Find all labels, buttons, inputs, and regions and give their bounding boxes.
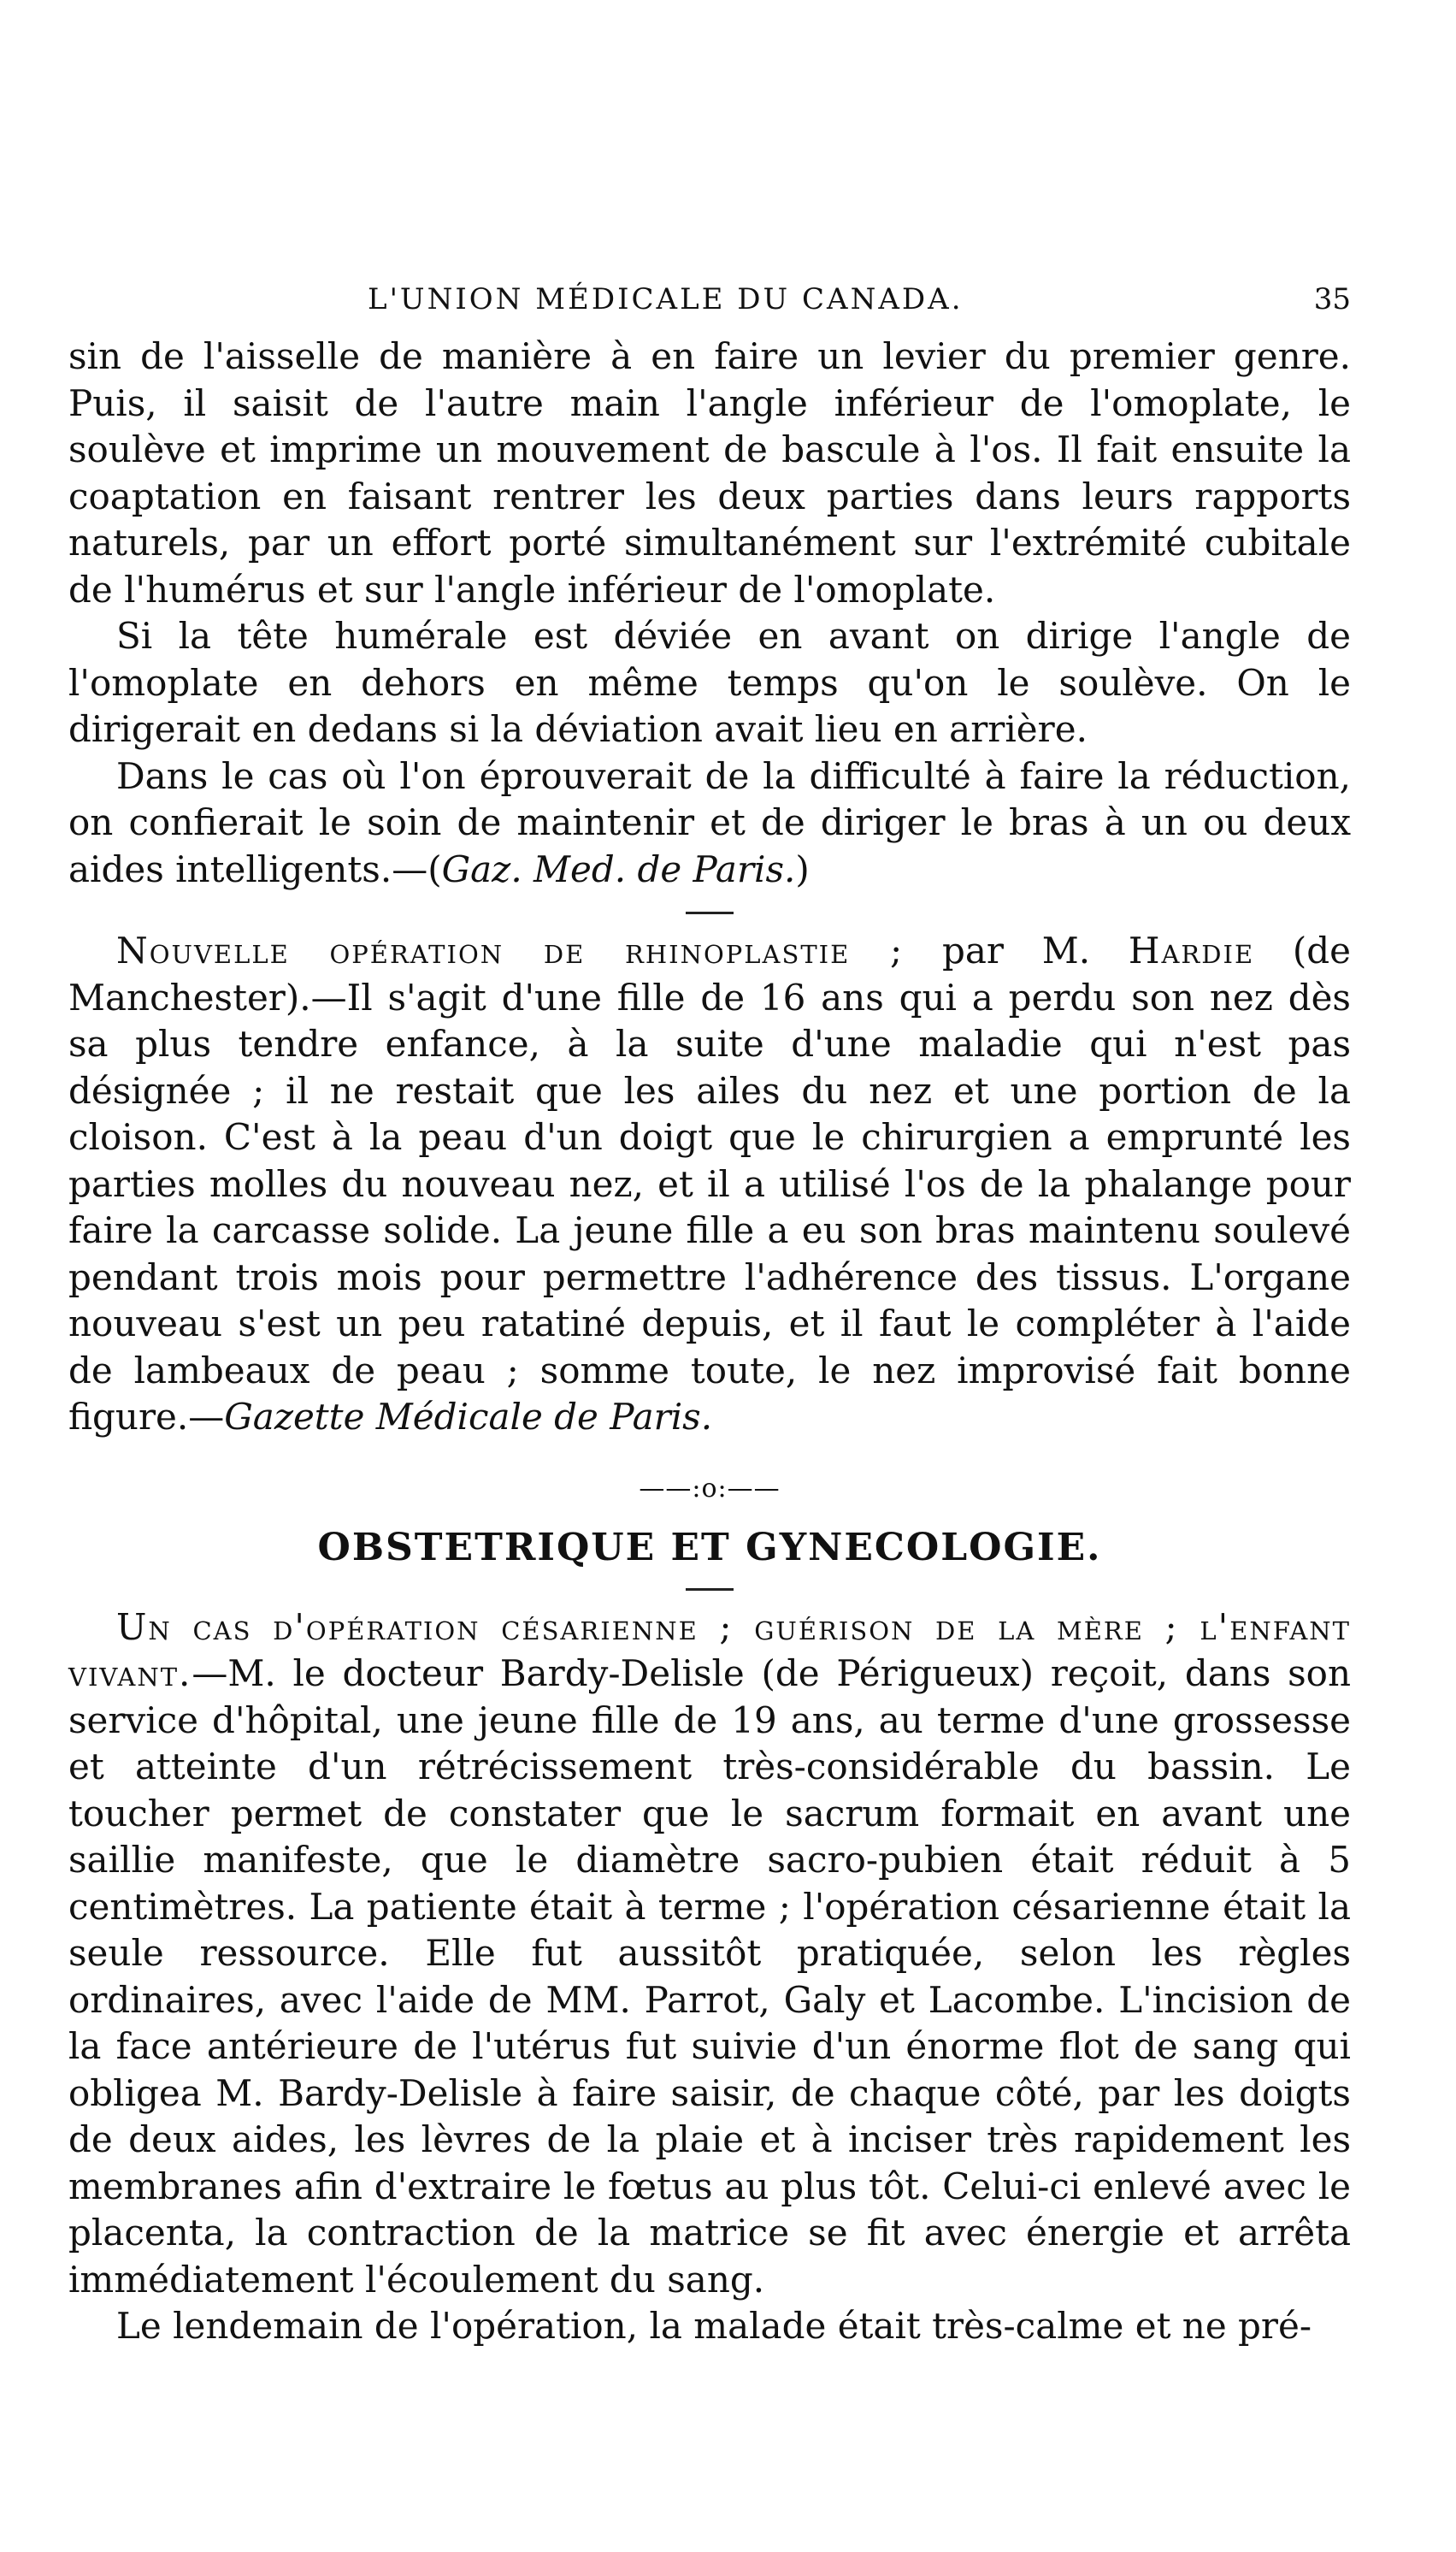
source-citation: Gaz. Med. de Paris. bbox=[441, 848, 796, 890]
document-page bbox=[68, 282, 1351, 2350]
paragraph-difficulty-text: Dans le cas où l'on éprouverait de la difficulté à faire la réduction, on confierait le soin de maintenir et de diriger le bras à un ou deux aides intelligents.—( bbox=[68, 754, 1351, 890]
author-prefix: par M. bbox=[904, 930, 1129, 972]
separator-rule bbox=[686, 912, 734, 914]
page-header bbox=[68, 282, 1351, 334]
paragraph-rhinoplasty bbox=[68, 928, 1351, 1441]
paragraph-cesarean bbox=[68, 1604, 1351, 2304]
page-number: 35 bbox=[1313, 282, 1351, 316]
separator-rule bbox=[686, 1588, 734, 1591]
source-citation: Gazette Médicale de Paris. bbox=[224, 1396, 713, 1438]
article-title: Un cas d'opération césarienne ; guérison de la mère ; l'enfant vivant. bbox=[68, 1605, 1351, 1694]
paragraph-reduction-technique: sin de l'aisselle de manière à en faire un levier du premier genre. Puis, il saisit de l'autre main l'angle inférieur de l'omoplate, le soulève et imprime un mouvement de bascule à l'os. Il fait ensuite la coaptation en faisant rentrer les deux parties dans leurs rapports naturels, par un effort porté simultanément sur l'extrémité cubitale de l'humérus et sur l'angle inférieur de l'omoplate. bbox=[68, 335, 1351, 611]
paragraph-next-day: Le lendemain de l'opération, la malade était très-calme et ne pré- bbox=[116, 2305, 1312, 2347]
section-heading: OBSTETRIQUE ET GYNECOLOGIE. bbox=[317, 1525, 1102, 1569]
paragraph-difficulty bbox=[68, 753, 1351, 894]
running-title: L'UNION MÉDICALE DU CANADA. bbox=[368, 282, 964, 316]
closing-paren: ) bbox=[795, 848, 810, 890]
paragraph-cesarean-text: —M. le docteur Bardy-Delisle (de Périgueux) reçoit, dans son service d'hôpital, une jeune fille de 19 ans, au terme d'une grossesse et atteinte d'un rétrécissement très-considérable du bassin. Le toucher permet de constater que le sacrum formait en avant une saillie manifeste, que le diamètre sacro-pubien était réduit à 5 centimètres. La patiente était à terme ; l'opération césarienne était la seule ressource. Elle fut aussitôt pratiquée, selon les règles ordinaires, avec l'aide de MM. Parrot, Galy et Lacombe. L'incision de la face antérieure de l'utérus fut suivie d'un énorme flot de sang qui obligea M. Bardy-Delisle à faire saisir, de chaque côté, par les doigts de deux aides, les lèvres de la plaie et à inciser très rapidement les membranes afin d'extraire le fœtus au plus tôt. Celui-ci enlevé avec le placenta, la contraction de la matrice se fit avec énergie et arrêta immédiatement l'écoulement du sang. bbox=[68, 1652, 1351, 2301]
paragraph-rhinoplasty-text: (de Manchester).—Il s'agit d'une fille de 16 ans qui a perdu son nez dès sa plus tendre enfance, à la suite d'une maladie qui n'est pas désignée ; il ne restait que les ailes du nez et une portion de la cloison. C'est à la peau d'un doigt que le chirurgien a emprunté les parties molles du nouveau nez, et il a utilisé l'os de la phalange pour faire la carcasse solide. La jeune fille a eu son bras maintenu soulevé pendant trois mois pour permettre l'adhérence des tissus. L'organe nouveau s'est un peu ratatiné depuis, et il faut le compléter à l'aide de lambeaux de peau ; somme toute, le nez improvisé fait bonne figure.— bbox=[68, 930, 1351, 1438]
section-ornament: ——:o:—— bbox=[639, 1473, 781, 1503]
article-title: Nouvelle opération de rhinoplastie ; bbox=[116, 930, 905, 972]
paragraph-deviation: Si la tête humérale est déviée en avant on dirige l'angle de l'omoplate en dehors en même temps qu'on le soulève. On le dirigerait en dedans si la déviation avait lieu en arrière. bbox=[68, 615, 1351, 750]
author-name: Hardie bbox=[1128, 930, 1255, 972]
